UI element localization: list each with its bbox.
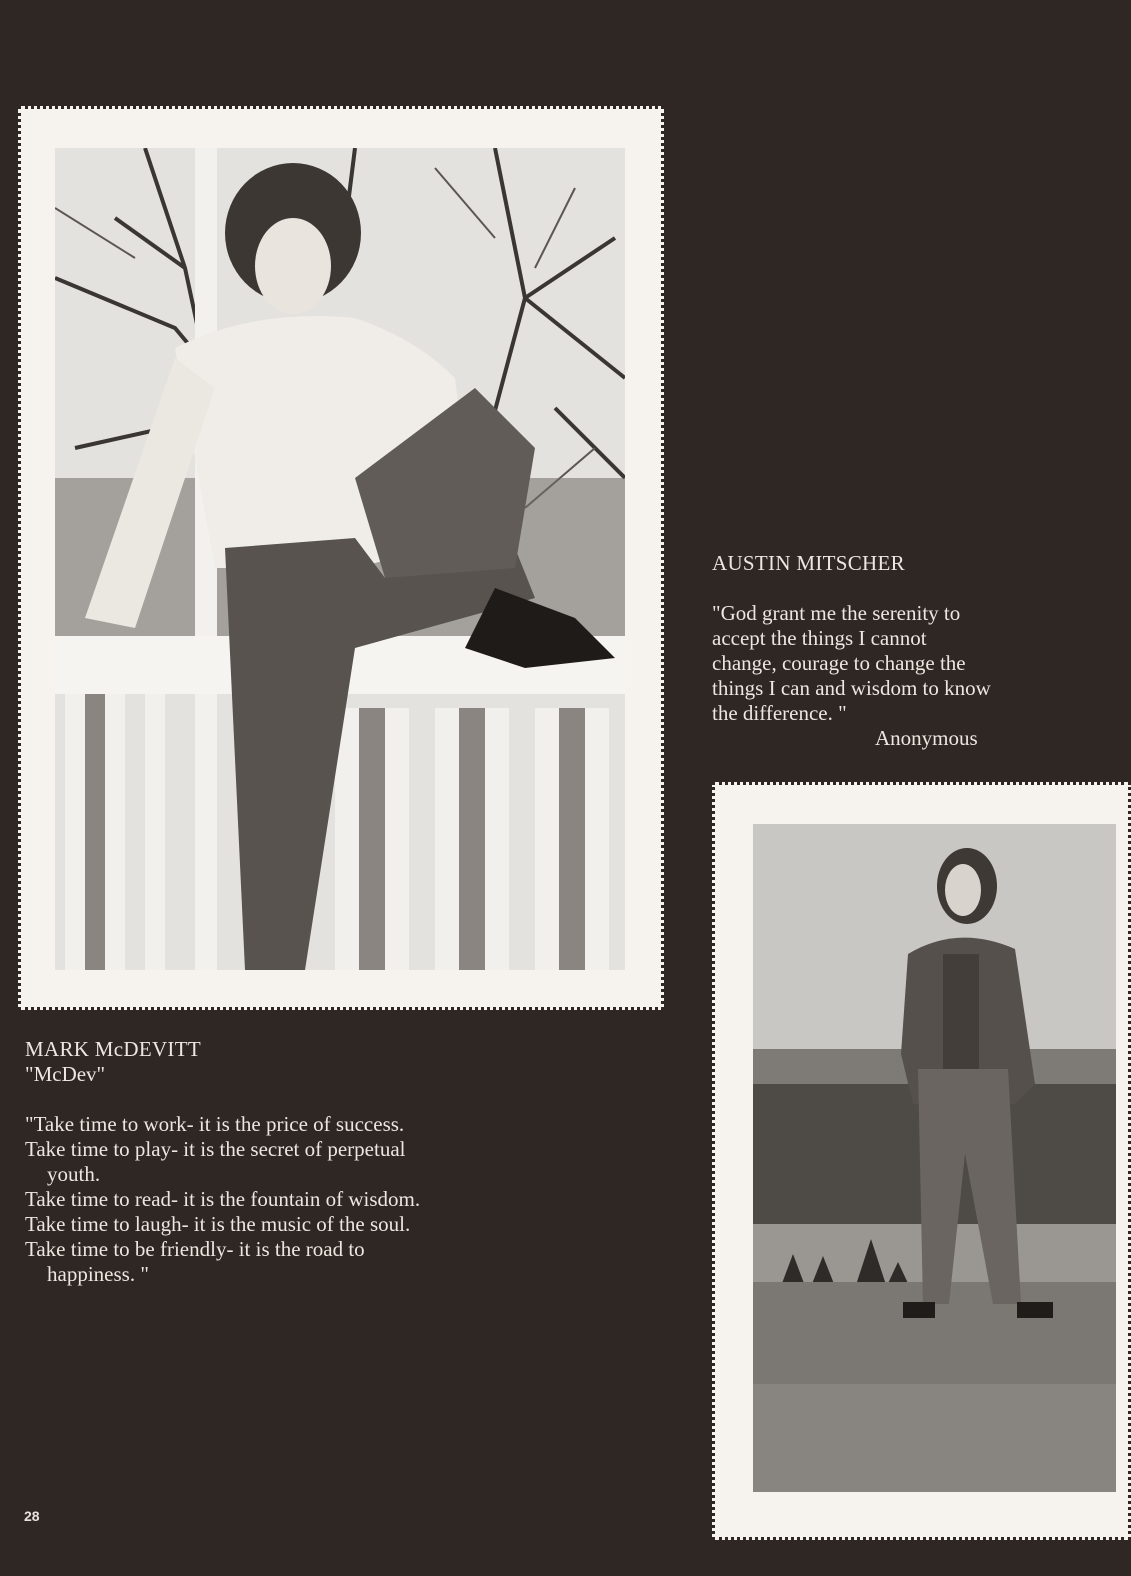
mark-quote-line: Take time to laugh- it is the music of the soul. [25,1212,411,1236]
mark-nickname: "McDev" [25,1062,106,1086]
austin-quote-line: things I can and wisdom to know [712,676,991,700]
page-number: 28 [24,1508,40,1524]
spacer [712,576,1112,601]
mark-quote-line: Take time to play- it is the secret of perpetual [25,1137,406,1161]
mark-quote-line: happiness. " [47,1262,149,1286]
mark-quote-line: youth. [47,1162,101,1186]
mark-name: MARK McDEVITT [25,1037,201,1061]
austin-mitscher-entry [712,551,1112,751]
mark-mcdevitt-entry [25,1037,585,1287]
austin-quote-line: "God grant me the serenity to [712,601,961,625]
austin-name: AUSTIN MITSCHER [712,551,905,575]
austin-quote-line: accept the things I cannot [712,626,927,650]
mark-quote-line: Take time to be friendly- it is the road to [25,1237,365,1261]
mark-quote-line: "Take time to work- it is the price of success. [25,1112,405,1136]
mark-quote-line: Take time to read- it is the fountain of wisdom. [25,1187,421,1211]
photo-mark-mcdevitt [55,148,625,970]
austin-quote-attribution: Anonymous [875,726,978,750]
austin-quote-line: the difference. " [712,701,847,725]
austin-quote-line: change, courage to change the [712,651,966,675]
photo-austin-mitscher [753,824,1116,1492]
spacer [25,1087,585,1112]
